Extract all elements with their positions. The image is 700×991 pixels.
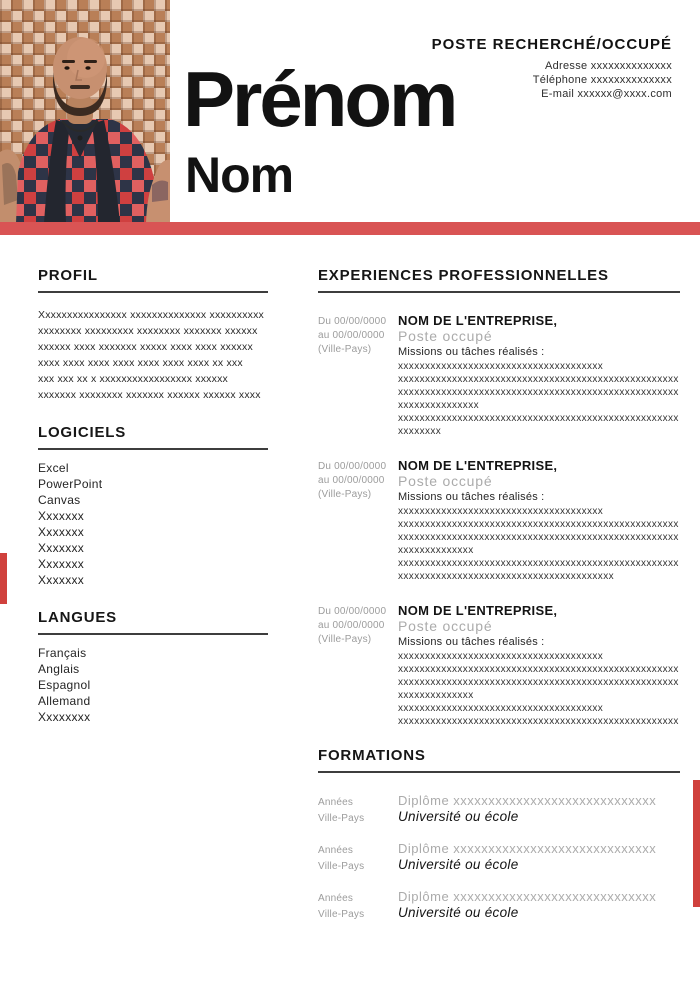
list-item: Français [38, 646, 87, 660]
section-header [38, 610, 268, 635]
experience-entry [318, 603, 680, 728]
experience-dates [318, 458, 398, 583]
right-edge-accent-tab [693, 780, 700, 907]
diploma: Diplôme xxxxxxxxxxxxxxxxxxxxxxxxxxxxx [398, 793, 657, 808]
profile-photo [0, 0, 170, 223]
years: Années [318, 893, 354, 904]
list-item: Xxxxxxx [38, 573, 85, 587]
section-header [318, 748, 680, 773]
mission-line: xxxxxxxxxxxxxxxxxxxxxxxxxxxxxxxxxxxxxx [398, 506, 604, 517]
contact-block [432, 36, 672, 101]
formation-entry [318, 793, 680, 827]
location: (Ville-Pays) [318, 344, 372, 355]
section-title-formations: FORMATIONS [318, 747, 426, 764]
location: (Ville-Pays) [318, 634, 372, 645]
section-title-langues: LANGUES [38, 609, 117, 626]
profil-line: xxxx xxxx xxxx xxxx xxxx xxxx xxxx xx xxx [38, 357, 243, 369]
position-title: POSTE RECHERCHÉ/OCCUPÉ [431, 36, 672, 53]
section-header [318, 268, 680, 293]
location: Ville-Pays [318, 909, 365, 920]
contact-email: E-mail xxxxxx@xxxx.com [541, 88, 672, 100]
profil-text [38, 307, 268, 403]
mission-line: xxxxxxxxxxxxxxxxxxxxxxxxxxxxxxxxxxxxxxxxxxxxxxxxxxxx [398, 374, 679, 385]
langues-list [38, 645, 268, 725]
diploma: Diplôme xxxxxxxxxxxxxxxxxxxxxxxxxxxxx [398, 889, 657, 904]
job-title: Poste occupé [398, 328, 493, 344]
mission-line: xxxxxxxx [398, 426, 442, 437]
portrait-illustration [0, 0, 170, 223]
mission-line: xxxxxxxxxxxxxxxxxxxxxxxxxxxxxxxxxxxxxxxxxxxxxxxxxxxx [398, 677, 679, 688]
years: Années [318, 797, 354, 808]
date-from: Du 00/00/0000 [318, 606, 387, 617]
missions-label: Missions ou tâches réalisés : [398, 491, 545, 503]
formation-dates [318, 841, 398, 875]
mission-line: xxxxxxxxxxxxxxx [398, 400, 479, 411]
mission-line: xxxxxxxxxxxxxx [398, 545, 474, 556]
mission-line: xxxxxxxxxxxxxx [398, 690, 474, 701]
school: Université ou école [398, 809, 519, 824]
section-profil [38, 268, 268, 403]
section-title-profil: PROFIL [38, 267, 98, 284]
mission-line: xxxxxxxxxxxxxxxxxxxxxxxxxxxxxxxxxxxxxx [398, 361, 604, 372]
missions-label: Missions ou tâches réalisés : [398, 346, 545, 358]
date-from: Du 00/00/0000 [318, 316, 387, 327]
section-logiciels [38, 425, 268, 588]
school: Université ou école [398, 905, 519, 920]
date-to: au 00/00/0000 [318, 620, 385, 631]
experience-body [398, 603, 680, 728]
experience-body [398, 313, 680, 438]
company-name: NOM DE L'ENTREPRISE, [398, 603, 558, 618]
section-formations [318, 748, 680, 923]
contact-address: Adresse xxxxxxxxxxxxxx [544, 60, 672, 72]
mission-line: xxxxxxxxxxxxxxxxxxxxxxxxxxxxxxxxxxxxxxxxxxxxxxxxxxxx [398, 532, 679, 543]
formation-entry [318, 889, 680, 923]
formation-dates [318, 793, 398, 827]
section-header [38, 268, 268, 293]
list-item: Xxxxxxx [38, 541, 85, 555]
profil-line: Xxxxxxxxxxxxxxxx xxxxxxxxxxxxxx xxxxxxxxxx [38, 309, 264, 321]
formation-body [398, 793, 680, 827]
experience-dates [318, 603, 398, 728]
list-item: Excel [38, 461, 69, 475]
list-item: Xxxxxxxx [38, 710, 91, 724]
list-item: Canvas [38, 493, 81, 507]
section-title-logiciels: LOGICIELS [38, 424, 127, 441]
mission-line: xxxxxxxxxxxxxxxxxxxxxxxxxxxxxxxxxxxxxxxxxxxxxxxxxxxx [398, 664, 679, 675]
job-title: Poste occupé [398, 618, 493, 634]
profil-line: xxxxxx xxxx xxxxxxx xxxxx xxxx xxxx xxxxxx [38, 341, 253, 353]
school: Université ou école [398, 857, 519, 872]
first-name: Prénom [183, 55, 456, 143]
formation-dates [318, 889, 398, 923]
profil-line: xxxxxxx xxxxxxxx xxxxxxx xxxxxx xxxxxx xxxx [38, 389, 261, 401]
mission-line: xxxxxxxxxxxxxxxxxxxxxxxxxxxxxxxxxxxxxxxxxxxxxxxxxxxx [398, 413, 679, 424]
formation-body [398, 841, 680, 875]
company-name: NOM DE L'ENTREPRISE, [398, 458, 558, 473]
left-edge-accent-tab [0, 553, 7, 604]
mission-line: xxxxxxxxxxxxxxxxxxxxxxxxxxxxxxxxxxxxxx [398, 651, 604, 662]
header-accent-bar [0, 222, 700, 235]
list-item: Xxxxxxx [38, 509, 85, 523]
section-langues [38, 610, 268, 725]
right-column [318, 268, 680, 937]
experience-entry [318, 458, 680, 583]
company-name: NOM DE L'ENTREPRISE, [398, 313, 558, 328]
list-item: Xxxxxxx [38, 525, 85, 539]
date-from: Du 00/00/0000 [318, 461, 387, 472]
years: Années [318, 845, 354, 856]
left-column [38, 268, 268, 725]
location: Ville-Pays [318, 813, 365, 824]
missions-label: Missions ou tâches réalisés : [398, 636, 545, 648]
last-name: Nom [185, 147, 294, 203]
mission-line: xxxxxxxxxxxxxxxxxxxxxxxxxxxxxxxxxxxxxxxx [398, 571, 614, 582]
location: Ville-Pays [318, 861, 365, 872]
experience-dates [318, 313, 398, 438]
job-title: Poste occupé [398, 473, 493, 489]
profil-line: xxx xxx xx x xxxxxxxxxxxxxxxxx xxxxxx [38, 373, 228, 385]
logiciels-list [38, 460, 268, 588]
list-item: Allemand [38, 694, 91, 708]
formation-body [398, 889, 680, 923]
profil-line: xxxxxxxx xxxxxxxxx xxxxxxxx xxxxxxx xxxxxx [38, 325, 258, 337]
contact-phone: Téléphone xxxxxxxxxxxxxx [532, 74, 672, 86]
experience-body [398, 458, 680, 583]
list-item: Espagnol [38, 678, 91, 692]
location: (Ville-Pays) [318, 489, 372, 500]
list-item: Xxxxxxx [38, 557, 85, 571]
mission-line: xxxxxxxxxxxxxxxxxxxxxxxxxxxxxxxxxxxxxxxxxxxxxxxxxxxx [398, 716, 679, 727]
mission-line: xxxxxxxxxxxxxxxxxxxxxxxxxxxxxxxxxxxxxxxxxxxxxxxxxxxx [398, 387, 679, 398]
mission-line: xxxxxxxxxxxxxxxxxxxxxxxxxxxxxxxxxxxxxxxxxxxxxxxxxxxx [398, 519, 679, 530]
date-to: au 00/00/0000 [318, 475, 385, 486]
list-item: Anglais [38, 662, 80, 676]
section-title-experiences: EXPERIENCES PROFESSIONNELLES [318, 267, 609, 284]
mission-line: xxxxxxxxxxxxxxxxxxxxxxxxxxxxxxxxxxxxxx [398, 703, 604, 714]
section-header [38, 425, 268, 450]
mission-line: xxxxxxxxxxxxxxxxxxxxxxxxxxxxxxxxxxxxxxxxxxxxxxxxxxxx [398, 558, 679, 569]
list-item: PowerPoint [38, 477, 103, 491]
date-to: au 00/00/0000 [318, 330, 385, 341]
diploma: Diplôme xxxxxxxxxxxxxxxxxxxxxxxxxxxxx [398, 841, 657, 856]
formation-entry [318, 841, 680, 875]
experience-entry [318, 313, 680, 438]
